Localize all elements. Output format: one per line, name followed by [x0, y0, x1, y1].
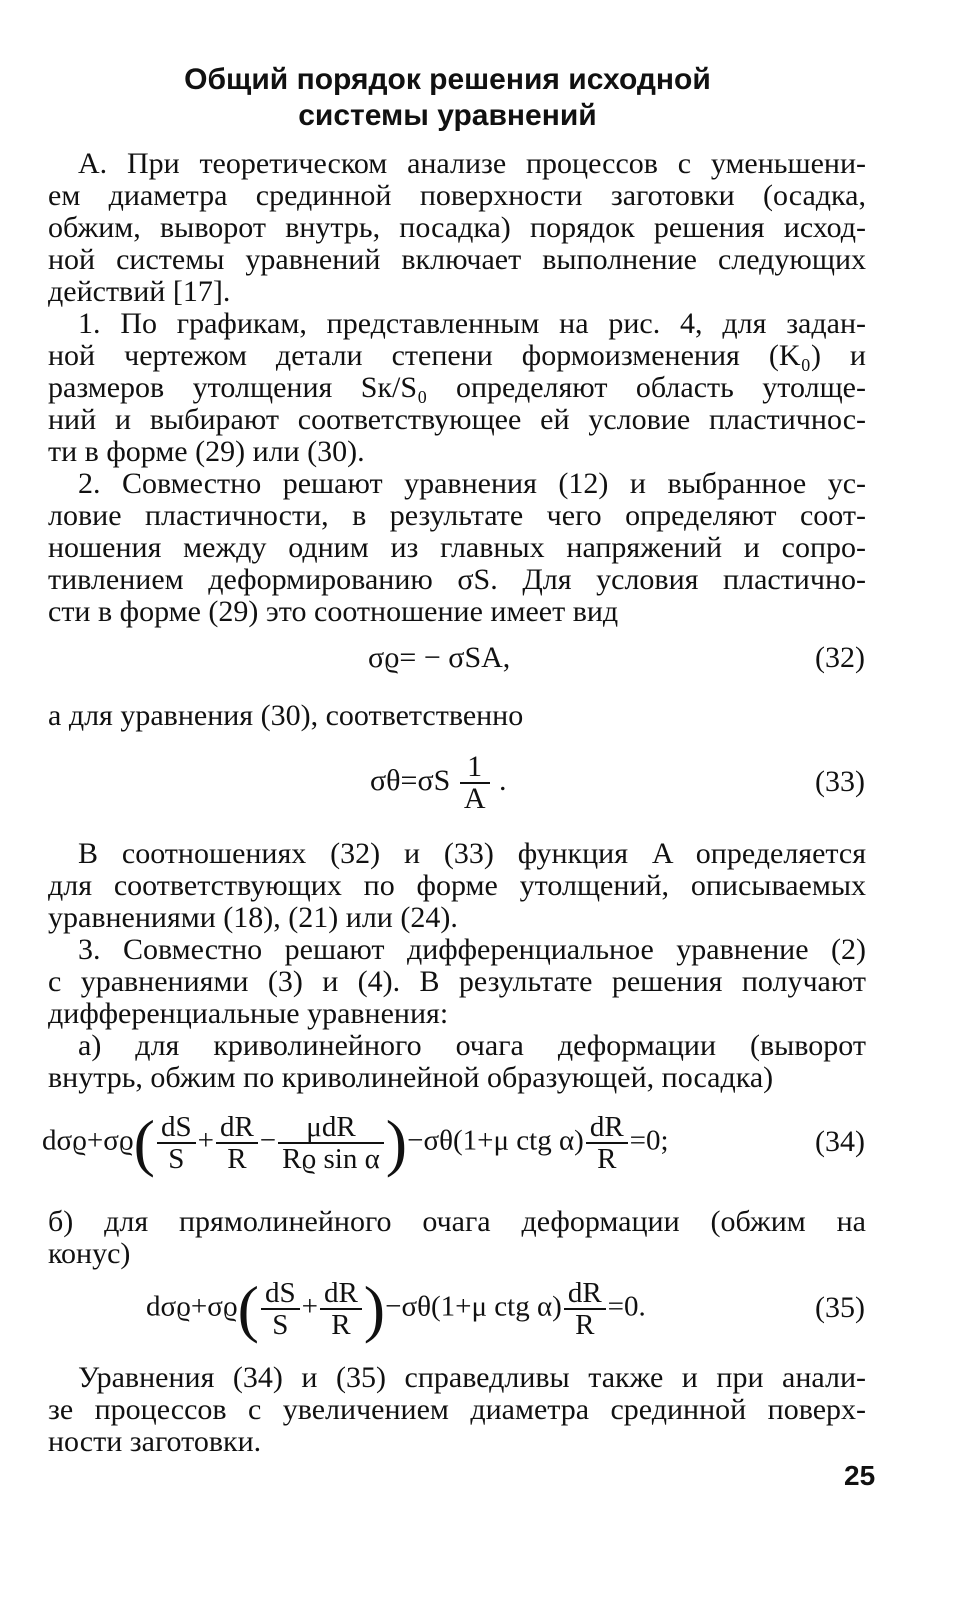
- equation-34: [42, 1107, 669, 1178]
- equation-35: [146, 1273, 646, 1344]
- operator: +: [301, 1290, 318, 1323]
- text-line: размеров утолщения Sк/S₀ определяют область утолще-: [48, 371, 866, 404]
- text-line: конус): [48, 1237, 131, 1270]
- fraction: [261, 1278, 300, 1340]
- right-paren: ): [363, 1273, 386, 1344]
- fraction-numerator: dR: [216, 1112, 258, 1144]
- text-line: А. При теоретическом анализе процессов с уменьшени-: [78, 147, 866, 180]
- fraction: [216, 1112, 258, 1174]
- equation-number-33: (33): [815, 765, 865, 798]
- fraction-denominator: S: [272, 1309, 289, 1341]
- fraction-numerator: dS: [157, 1112, 196, 1144]
- text-line: ти в форме (29) или (30).: [48, 435, 365, 468]
- text-line: а) для криволинейного очага деформации (выворот: [78, 1029, 866, 1062]
- text-line: уравнениями (18), (21) или (24).: [48, 901, 458, 934]
- equation-number-34: (34): [815, 1125, 865, 1158]
- text-line: 1. По графикам, представленным на рис. 4, для задан-: [78, 307, 866, 340]
- left-paren: (: [133, 1107, 155, 1178]
- left-paren: (: [237, 1273, 259, 1344]
- text-line: зе процессов с увеличением диаметра срединной поверх-: [48, 1393, 866, 1426]
- equation-35-mid: −σθ(1+μ ctg α): [385, 1290, 562, 1323]
- equation-number-32: (32): [815, 641, 865, 674]
- equation-34-tail: =0;: [629, 1124, 669, 1157]
- page-number: 25: [844, 1460, 876, 1491]
- equation-33: [370, 752, 507, 814]
- text-line: ловие пластичности, в результате чего определяют соот-: [48, 499, 866, 532]
- operator: +: [197, 1124, 214, 1157]
- text-line: ношения между одним из главных напряжений и сопро-: [48, 531, 866, 564]
- text-line: а для уравнения (30), соответственно: [48, 699, 524, 732]
- text-line: Уравнения (34) и (35) справедливы также и при анали-: [78, 1361, 866, 1394]
- operator: −: [259, 1124, 277, 1157]
- right-paren: ): [385, 1107, 408, 1178]
- equation-32: σϱ= − σSA,: [368, 641, 511, 674]
- fraction-denominator: R: [575, 1309, 595, 1341]
- fraction: [564, 1278, 606, 1340]
- fraction-numerator: 1: [460, 752, 490, 784]
- fraction: [157, 1112, 196, 1174]
- text-line: ной системы уравнений включает выполнение следующих: [48, 243, 866, 276]
- text-line: внутрь, обжим по криволинейной образующей, посадка): [48, 1061, 774, 1094]
- text-line: ний и выбирают соответствующее ей условие пластичнос-: [48, 403, 866, 436]
- fraction-denominator: Rϱ sin α: [282, 1143, 380, 1175]
- equation-33-tail: .: [499, 763, 507, 797]
- equation-34-lhs: dσϱ+σϱ: [42, 1124, 134, 1157]
- fraction-numerator: dR: [320, 1278, 362, 1310]
- fraction-denominator: A: [463, 782, 486, 815]
- text-line: ем диаметра срединной поверхности заготовки (осадка,: [48, 179, 866, 212]
- fraction: [460, 752, 490, 814]
- fraction-denominator: S: [168, 1143, 185, 1175]
- text-line: В соотношениях (32) и (33) функция A определяется: [78, 837, 866, 870]
- text-line: для соответствующих по форме утолщений, описываемых: [48, 869, 866, 902]
- fraction-numerator: dR: [586, 1112, 628, 1144]
- section-heading-line-1: Общий порядок решения исходной: [184, 63, 711, 96]
- text-line: сти в форме (29) это соотношение имеет вид: [48, 595, 619, 628]
- text-line: обжим, выворот внутрь, посадка) порядок решения исход-: [48, 211, 866, 244]
- text-line: действий [17].: [48, 275, 231, 308]
- fraction-denominator: R: [227, 1143, 247, 1175]
- text-line: дифференциальные уравнения:: [48, 997, 449, 1030]
- equation-35-tail: =0.: [607, 1290, 646, 1323]
- fraction-numerator: dS: [261, 1278, 300, 1310]
- fraction: [320, 1278, 362, 1340]
- fraction-denominator: R: [597, 1143, 617, 1175]
- text-line: тивлением деформированию σS. Для условия пластично-: [48, 563, 866, 596]
- text-line: ной чертежом детали степени формоизменения (K₀) и: [48, 339, 866, 372]
- equation-35-lhs: dσϱ+σϱ: [146, 1290, 238, 1323]
- fraction: [586, 1112, 628, 1174]
- fraction: [278, 1112, 384, 1174]
- equation-34-mid: −σθ(1+μ ctg α): [407, 1124, 584, 1157]
- text-line: 2. Совместно решают уравнения (12) и выбранное ус-: [78, 467, 866, 500]
- section-heading-line-2: системы уравнений: [298, 99, 597, 132]
- text-line: с уравнениями (3) и (4). В результате решения получают: [48, 965, 866, 998]
- text-line: ности заготовки.: [48, 1425, 262, 1458]
- text-line: б) для прямолинейного очага деформации (обжим на: [48, 1205, 866, 1238]
- fraction-numerator: dR: [564, 1278, 606, 1310]
- equation-33-lhs: σθ=σS: [370, 763, 451, 797]
- equation-number-35: (35): [815, 1291, 865, 1324]
- fraction-numerator: μdR: [278, 1112, 384, 1144]
- fraction-denominator: R: [331, 1309, 351, 1341]
- text-line: 3. Совместно решают дифференциальное уравнение (2): [78, 933, 866, 966]
